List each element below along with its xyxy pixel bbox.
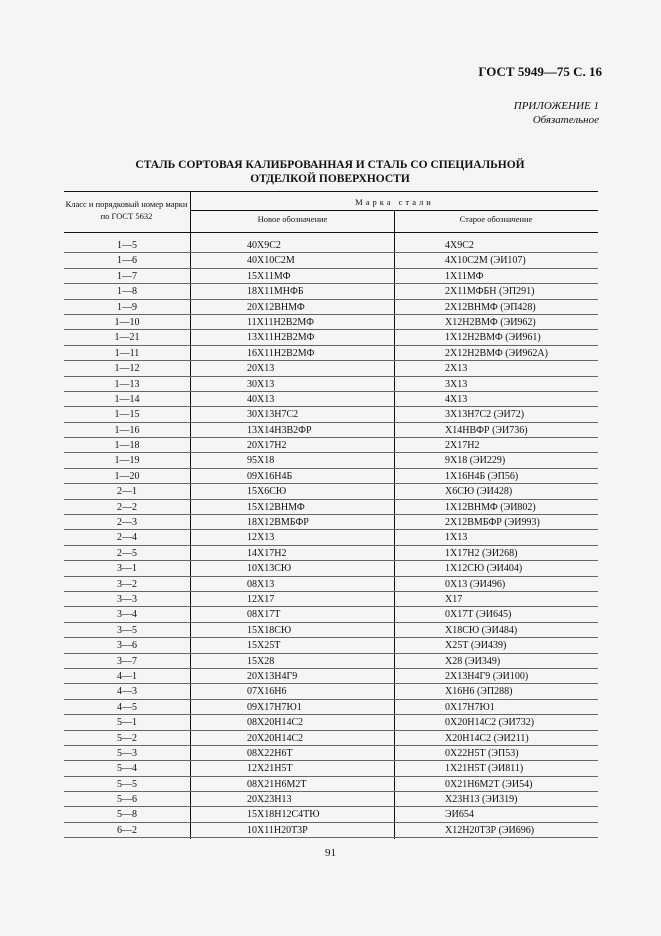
old-designation-cell: Х20Н14С2 (ЭИ211): [445, 732, 529, 744]
new-designation-cell: 40Х9С2: [247, 240, 281, 251]
class-number-cell: 1—10: [114, 316, 140, 328]
old-designation-cell: Х25Т (ЭИ439): [445, 640, 507, 652]
old-designation-cell: 1Х16Н4Б (ЭП56): [445, 470, 519, 482]
old-designation-cell: 2Х12ВМБФР (ЭИ993): [445, 517, 540, 529]
class-number-column-header: Класс и порядковый номер марки по ГОСТ 5632: [65, 199, 188, 221]
new-designation-cell: 18Х12ВМБФР: [247, 517, 309, 529]
table-row: [64, 469, 598, 484]
new-designation-cell: 20Х20Н14С2: [247, 732, 304, 744]
new-designation-cell: 20Х12ВНМФ: [247, 301, 305, 313]
old-designation-cell: Х28 (ЭИ349): [445, 655, 501, 667]
table-row: [64, 777, 598, 792]
old-designation-cell: 2Х12Н2ВМФ (ЭИ962А): [445, 347, 548, 359]
page-number: 91: [325, 847, 336, 859]
old-designation-cell: 3Х13Н7С2 (ЭИ72): [445, 409, 525, 421]
new-designation-cell: 10Х13СЮ: [247, 563, 292, 575]
new-designation-cell: 08Х22Н6Т: [247, 747, 293, 759]
old-designation-cell: 9Х18 (ЭИ229): [445, 455, 506, 467]
new-designation-column-header: Новое обозначение: [257, 214, 328, 224]
table-row: [64, 515, 598, 530]
new-designation-cell: 30Х13: [247, 378, 275, 390]
class-number-cell: 2—4: [117, 532, 137, 544]
class-number-cell: 2—3: [117, 517, 137, 529]
new-designation-cell: 15Х25Т: [247, 640, 281, 652]
old-designation-cell: 0Х13 (ЭИ496): [445, 578, 506, 590]
table-row: [64, 330, 598, 345]
class-number-cell: 1—11: [114, 347, 140, 359]
table-row: [64, 654, 598, 669]
table-row: [64, 284, 598, 299]
class-number-cell: 5—2: [117, 732, 137, 744]
class-number-cell: 3—5: [117, 624, 137, 636]
old-designation-cell: Х6СЮ (ЭИ428): [445, 486, 513, 498]
old-designation-cell: 1Х12СЮ (ЭИ404): [445, 563, 523, 575]
new-designation-cell: 20Х17Н2: [247, 440, 287, 452]
table-row: [64, 530, 598, 545]
table-row: [64, 546, 598, 561]
class-number-cell: 1—5: [117, 240, 137, 251]
new-designation-cell: 12Х13: [247, 532, 275, 544]
class-number-cell: 3—4: [117, 609, 137, 621]
new-designation-cell: 15Х11МФ: [247, 270, 291, 282]
new-designation-cell: 15Х6СЮ: [247, 486, 287, 498]
new-designation-cell: 40Х10С2М: [247, 255, 295, 267]
new-designation-cell: 08Х21Н6М2Т: [247, 778, 307, 790]
appendix-label: ПРИЛОЖЕНИЕ 1: [513, 100, 599, 112]
old-designation-cell: 0Х21Н6М2Т (ЭИ54): [445, 778, 533, 790]
class-number-cell: 1—16: [114, 424, 140, 436]
class-number-cell: 5—1: [117, 717, 137, 729]
class-number-cell: 1—13: [114, 378, 140, 390]
class-number-cell: 5—4: [117, 763, 137, 775]
new-designation-cell: 15Х28: [247, 655, 275, 667]
old-designation-cell: Х14НВФР (ЭИ736): [445, 424, 528, 436]
class-number-cell: 1—6: [117, 255, 137, 267]
table-row: [64, 761, 598, 776]
table-row: [64, 407, 598, 422]
document-reference: ГОСТ 5949—75 С. 16: [478, 64, 602, 79]
new-designation-cell: 40Х13: [247, 393, 275, 405]
appendix-status: Обязательное: [532, 114, 599, 126]
new-designation-cell: 20Х13Н4Г9: [247, 670, 298, 682]
steel-grade-group-header: Марка стали: [355, 197, 434, 207]
table-row: [64, 561, 598, 576]
new-designation-cell: 10Х11Н20Т3Р: [247, 824, 308, 836]
old-designation-cell: 2Х12ВНМФ (ЭП428): [445, 301, 536, 313]
old-designation-column-header: Старое обозначение: [459, 214, 533, 224]
table-row: [64, 392, 598, 407]
table-row: [64, 484, 598, 499]
old-designation-cell: Х12Н20Т3Р (ЭИ696): [445, 824, 535, 836]
old-designation-cell: 0Х17Т (ЭИ645): [445, 609, 512, 621]
new-designation-cell: 09Х17Н7Ю1: [247, 701, 302, 713]
new-designation-cell: 13Х14Н3В2ФР: [247, 424, 312, 436]
class-number-cell: 1—21: [114, 332, 140, 344]
new-designation-cell: 12Х21Н5Т: [247, 763, 293, 775]
class-number-cell: 1—15: [114, 409, 140, 421]
class-number-cell: 3—6: [117, 640, 137, 652]
old-designation-cell: 1Х13: [445, 532, 468, 544]
old-designation-cell: Х16Н6 (ЭП288): [445, 686, 513, 698]
table-body: [64, 233, 598, 839]
new-designation-cell: 16Х11Н2В2МФ: [247, 347, 315, 359]
table-row: [64, 269, 598, 284]
old-designation-cell: Х17: [445, 593, 463, 605]
class-number-cell: 3—1: [117, 563, 137, 575]
new-designation-cell: 20Х13: [247, 363, 275, 375]
class-number-cell: 1—19: [114, 455, 140, 467]
new-designation-cell: 08Х17Т: [247, 609, 281, 621]
old-designation-cell: Х12Н2ВМФ (ЭИ962): [445, 316, 536, 328]
old-designation-cell: 0Х17Н7Ю1: [445, 701, 495, 713]
table-title: [66, 158, 594, 186]
new-designation-cell: 15Х12ВНМФ: [247, 501, 305, 513]
class-number-cell: 3—2: [117, 578, 137, 590]
old-designation-cell: 1Х12Н2ВМФ (ЭИ961): [445, 332, 541, 344]
table-row: [64, 669, 598, 684]
old-designation-cell: 3Х13: [445, 378, 468, 390]
class-number-cell: 1—7: [117, 270, 137, 282]
table-row: [64, 453, 598, 468]
old-designation-cell: 1Х11МФ: [445, 270, 484, 282]
table-row: [64, 731, 598, 746]
table-row: [64, 423, 598, 438]
class-number-cell: 4—5: [117, 701, 137, 713]
class-number-cell: 2—1: [117, 486, 137, 498]
new-designation-cell: 09Х16Н4Б: [247, 470, 293, 482]
class-number-cell: 1—9: [117, 301, 137, 313]
table-row: [64, 638, 598, 653]
class-number-cell: 1—12: [114, 363, 140, 375]
appendix-block: [514, 99, 599, 127]
old-designation-cell: 0Х20Н14С2 (ЭИ732): [445, 717, 535, 729]
class-number-cell: 5—5: [117, 778, 137, 790]
table-row: [64, 315, 598, 330]
old-designation-cell: 2Х11МФБН (ЭП291): [445, 286, 535, 298]
old-designation-cell: 2Х17Н2: [445, 440, 480, 452]
class-number-cell: 6—2: [117, 824, 137, 836]
old-designation-cell: 4Х9С2: [445, 240, 474, 251]
class-number-cell: 1—14: [114, 393, 140, 405]
old-designation-cell: ЭИ654: [445, 809, 474, 821]
class-number-cell: 4—3: [117, 686, 137, 698]
table-row: [64, 746, 598, 761]
table-row: [64, 253, 598, 268]
new-designation-cell: 12Х17: [247, 593, 275, 605]
new-designation-cell: 95Х18: [247, 455, 275, 467]
table-row: [64, 238, 598, 253]
new-designation-cell: 13Х11Н2В2МФ: [247, 332, 315, 344]
new-designation-cell: 15Х18Н12С4ТЮ: [247, 809, 320, 821]
table-title-line-1: СТАЛЬ СОРТОВАЯ КАЛИБРОВАННАЯ И СТАЛЬ СО СПЕЦИАЛЬНОЙ: [135, 159, 525, 171]
class-number-cell: 2—5: [117, 547, 137, 559]
table-row: [64, 792, 598, 807]
table-row: [64, 623, 598, 638]
new-designation-cell: 08Х13: [247, 578, 275, 590]
class-number-cell: 1—20: [114, 470, 140, 482]
table-header: [64, 191, 598, 233]
table-row: [64, 592, 598, 607]
table-row: [64, 300, 598, 315]
old-designation-cell: 4Х13: [445, 393, 468, 405]
class-number-cell: 1—8: [117, 286, 137, 298]
table-row: [64, 715, 598, 730]
new-designation-cell: 18Х11МНФБ: [247, 286, 304, 298]
old-designation-cell: 1Х12ВНМФ (ЭИ802): [445, 501, 536, 513]
old-designation-cell: 1Х17Н2 (ЭИ268): [445, 547, 518, 559]
class-number-cell: 5—8: [117, 809, 137, 821]
table-row: [64, 438, 598, 453]
class-number-cell: 1—18: [114, 440, 140, 452]
class-number-cell: 5—6: [117, 794, 137, 806]
old-designation-cell: 0Х22Н5Т (ЭП53): [445, 747, 519, 759]
class-number-cell: 5—3: [117, 747, 137, 759]
new-designation-cell: 20Х23Н13: [247, 794, 292, 806]
old-designation-cell: Х23Н13 (ЭИ319): [445, 794, 518, 806]
table-row: [64, 607, 598, 622]
class-number-cell: 3—3: [117, 593, 137, 605]
table-row: [64, 684, 598, 699]
table-row: [64, 577, 598, 592]
old-designation-cell: 4Х10С2М (ЭИ107): [445, 255, 526, 267]
table-row: [64, 823, 598, 838]
new-designation-cell: 08Х20Н14С2: [247, 717, 304, 729]
old-designation-cell: 2Х13Н4Г9 (ЭИ100): [445, 670, 529, 682]
new-designation-cell: 11Х11Н2В2МФ: [247, 316, 315, 328]
old-designation-cell: 1Х21Н5Т (ЭИ811): [445, 763, 524, 775]
table-title-line-2: ОТДЕЛКОЙ ПОВЕРХНОСТИ: [250, 173, 410, 185]
old-designation-cell: 2Х13: [445, 363, 468, 375]
table-row: [64, 700, 598, 715]
table-row: [64, 346, 598, 361]
class-number-cell: 2—2: [117, 501, 137, 513]
new-designation-cell: 15Х18СЮ: [247, 624, 292, 636]
class-number-cell: 4—1: [117, 670, 137, 682]
steel-grades-table: [64, 191, 598, 839]
new-designation-cell: 14Х17Н2: [247, 547, 287, 559]
class-number-cell: 3—7: [117, 655, 137, 667]
table-row: [64, 377, 598, 392]
new-designation-cell: 30Х13Н7С2: [247, 409, 299, 421]
old-designation-cell: Х18СЮ (ЭИ484): [445, 624, 518, 636]
table-row: [64, 500, 598, 515]
table-row: [64, 807, 598, 822]
new-designation-cell: 07Х16Н6: [247, 686, 287, 698]
table-row: [64, 361, 598, 376]
